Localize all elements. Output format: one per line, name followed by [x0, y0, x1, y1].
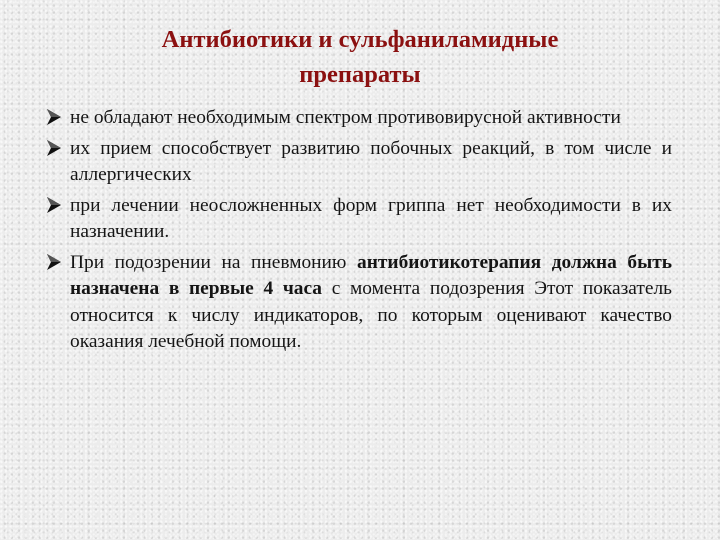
- bullet-list: [46, 105, 672, 360]
- arrowhead-bullet-icon: [46, 196, 62, 214]
- slide-title: [40, 22, 680, 92]
- bullet-text: [70, 250, 672, 356]
- bullet-item-4: [46, 250, 672, 356]
- bullet-text: не обладают необходимым спектром противовирусной активности: [70, 107, 621, 128]
- bullet-text-part: При подозрении на пневмонию: [70, 251, 358, 273]
- bullet-text: их прием способствует развитию побочных реакций, в том числе и аллергических: [70, 137, 672, 185]
- title-line-1: Антибиотики и сульфаниламидные: [161, 26, 559, 53]
- arrowhead-bullet-icon: [46, 108, 62, 126]
- title-line-2: препараты: [299, 61, 421, 88]
- bullet-item-2: [46, 136, 672, 189]
- arrowhead-bullet-icon: [46, 253, 62, 271]
- bullet-text-emphasis: антибиотикотерапия должна быть назначена в первые 4 часа: [70, 251, 672, 299]
- bullet-text: при лечении неосложненных форм гриппа нет необходимости в их назначении.: [70, 194, 672, 242]
- bullet-item-1: [46, 105, 672, 132]
- bullet-item-3: [46, 193, 672, 246]
- arrowhead-bullet-icon: [46, 139, 62, 157]
- bullet-text-part: с момента подозрения Этот показатель относится к числу индикаторов, по которым оценивают качество оказания лечебной помощи.: [70, 278, 673, 352]
